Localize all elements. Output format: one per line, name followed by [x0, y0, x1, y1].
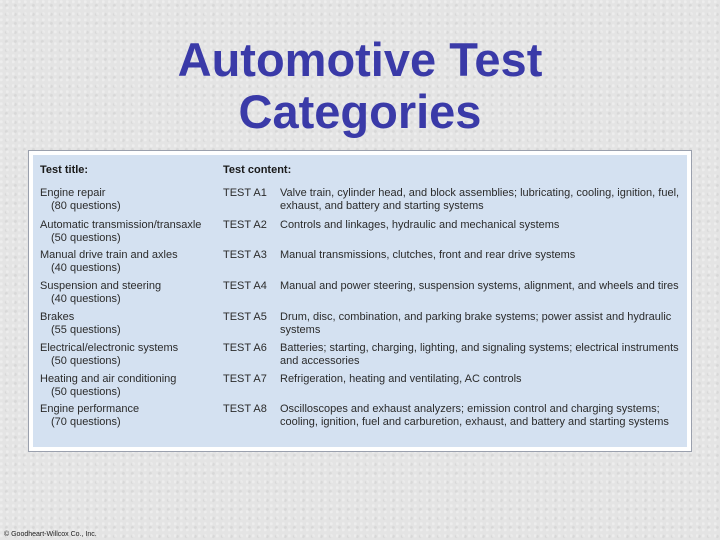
row-test-code: TEST A8 — [223, 403, 267, 415]
header-test-content: Test content: — [223, 164, 292, 176]
row-content: Batteries; starting, charging, lighting, and signaling systems; electrical instruments and accessories — [280, 342, 679, 367]
slide-title — [0, 34, 720, 138]
row-test-code: TEST A4 — [223, 280, 267, 292]
row-test-code: TEST A1 — [223, 187, 267, 199]
row-questions: (80 questions) — [51, 200, 121, 212]
row-content: Oscilloscopes and exhaust analyzers; emission control and charging systems; cooling, ignition, fuel and carburetion, exhaust, and battery and starting systems — [280, 403, 669, 428]
header-test-title: Test title: — [40, 164, 89, 176]
row-questions: (50 questions) — [51, 232, 121, 244]
row-test-code: TEST A5 — [223, 311, 267, 323]
row-test-code: TEST A2 — [223, 219, 267, 231]
row-questions: (50 questions) — [51, 355, 121, 367]
table-body — [33, 155, 687, 447]
row-content: Manual and power steering, suspension systems, alignment, and wheels and tires — [280, 280, 679, 292]
row-title: Engine performance — [40, 403, 140, 415]
row-test-code: TEST A3 — [223, 249, 267, 261]
row-title: Electrical/electronic systems — [40, 342, 179, 354]
slide-title-line-2: Categories — [238, 85, 482, 138]
row-title: Engine repair — [40, 187, 106, 199]
row-title: Automatic transmission/transaxle — [40, 219, 202, 231]
row-title: Heating and air conditioning — [40, 373, 177, 385]
row-questions: (55 questions) — [51, 324, 121, 336]
copyright-notice: © Goodheart-Willcox Co., Inc. — [4, 531, 97, 538]
row-content: Manual transmissions, clutches, front and rear drive systems — [280, 249, 576, 261]
test-categories-table — [28, 150, 692, 452]
row-title: Manual drive train and axles — [40, 249, 178, 261]
row-content: Controls and linkages, hydraulic and mechanical systems — [280, 219, 560, 231]
row-questions: (40 questions) — [51, 293, 121, 305]
row-title: Suspension and steering — [40, 280, 162, 292]
row-questions: (40 questions) — [51, 262, 121, 274]
row-test-code: TEST A7 — [223, 373, 267, 385]
row-test-code: TEST A6 — [223, 342, 267, 354]
slide-title-line-1: Automotive Test — [177, 33, 543, 86]
row-content: Valve train, cylinder head, and block assemblies; lubricating, cooling, ignition, fuel, exhaust, and battery and starting systems — [280, 187, 680, 212]
row-content: Refrigeration, heating and ventilating, AC controls — [280, 373, 522, 385]
row-title: Brakes — [40, 311, 75, 323]
row-questions: (70 questions) — [51, 416, 121, 428]
row-content: Drum, disc, combination, and parking brake systems; power assist and hydraulic systems — [280, 311, 672, 336]
row-questions: (50 questions) — [51, 386, 121, 398]
